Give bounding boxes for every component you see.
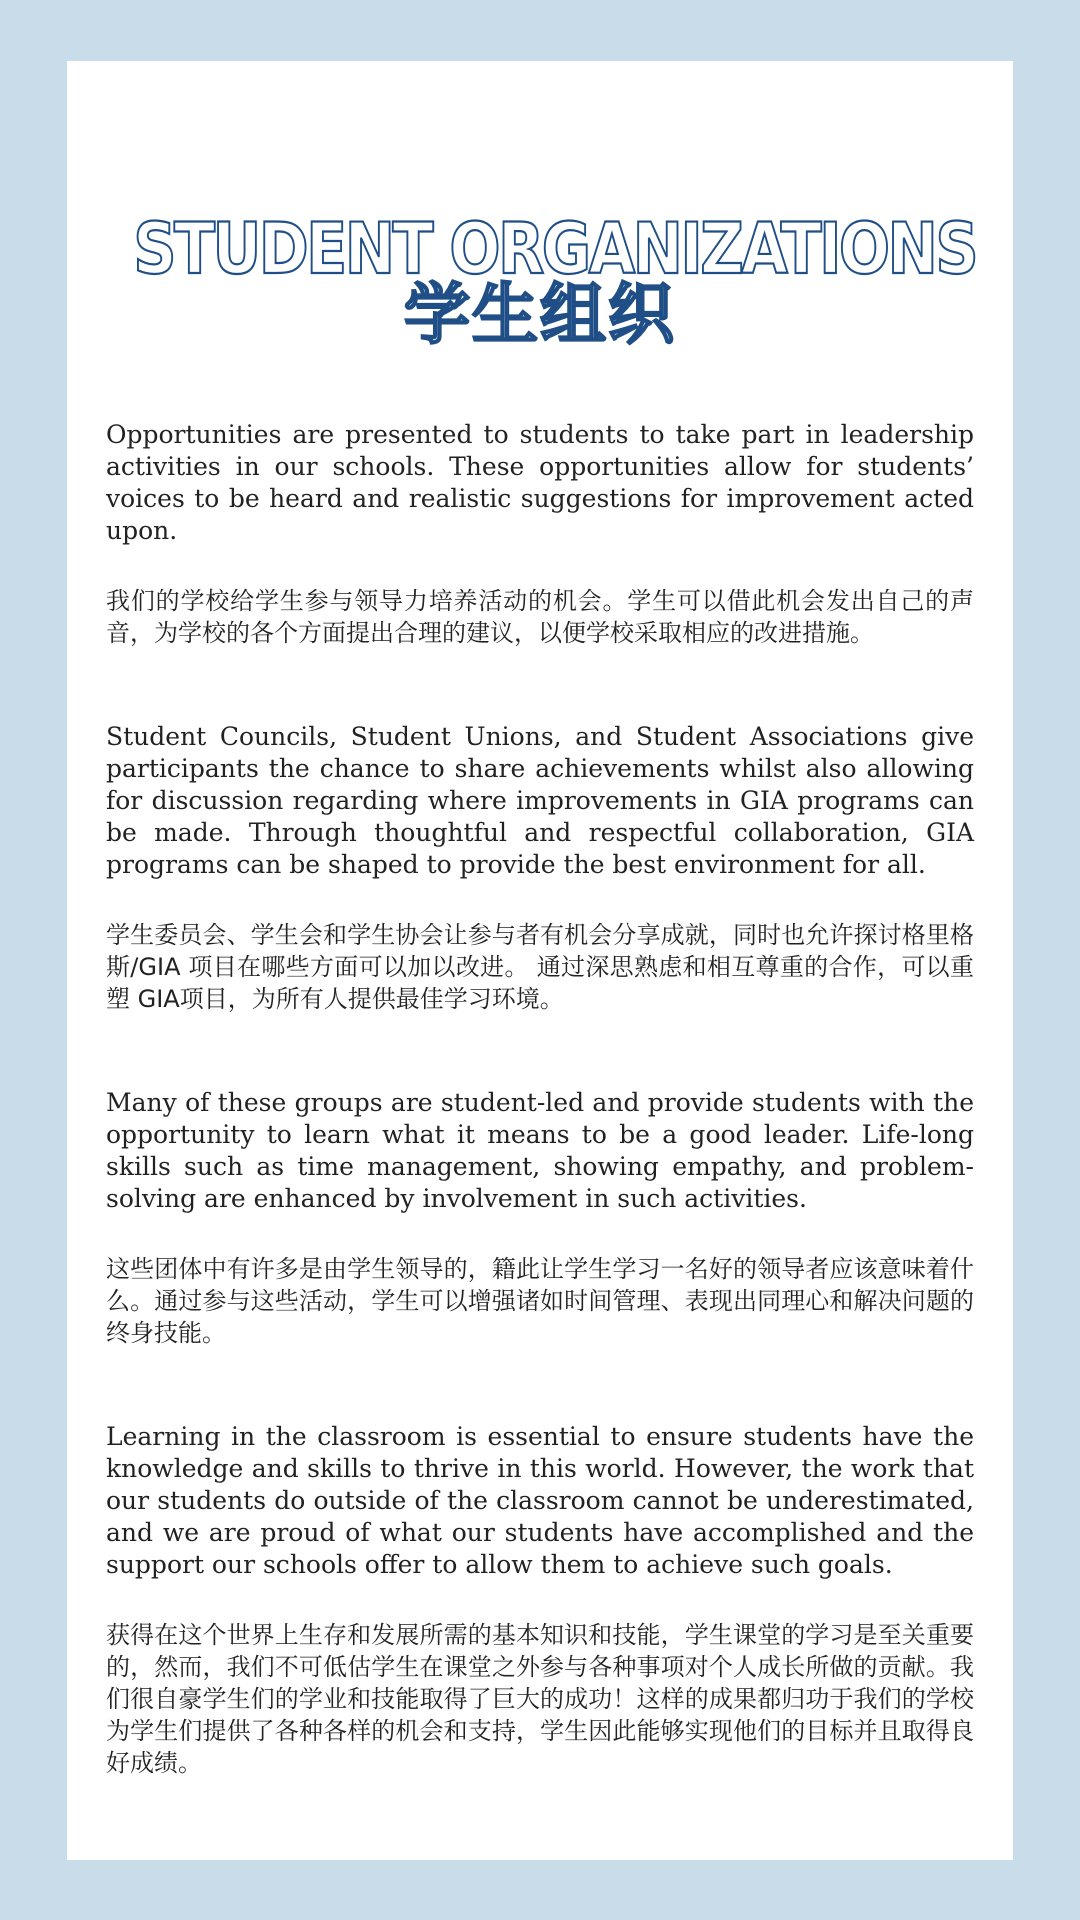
paragraph-chinese-3: 这些团体中有许多是由学生领导的，籍此让学生学习一名好的领导者应该意味着什么。通过参与这些活动，学生可以增强诸如时间管理、表现出同理心和解决问题的终身技能。 [106,1255,974,1347]
paragraph-english-2: Student Councils, Student Unions, and Student Associations give participants the chance to share achievements whilst also allowing for discussion regarding where improvements in GIA programs can be made. Through thoughtful and respectful collaboration, GIA programs can be shaped to provide the best environment for all. [106,722,974,879]
paragraph-english-3: Many of these groups are student-led and provide students with the opportunity to learn what it means to be a good leader. Life-long skills such as time management, showing empathy, and problem-solving are enhanced by involvement in such activities. [106,1088,974,1213]
paragraph-chinese-2: 学生委员会、学生会和学生协会让参与者有机会分享成就，同时也允许探讨格里格斯/GIA 项目在哪些方面可以加以改进。 通过深思熟虑和相互尊重的合作，可以重塑 GIA项目，为所有人提供最佳学习环境。 [106,921,974,1013]
title-block [67,208,1013,353]
title-english: STUDENT ORGANIZATIONS [133,208,977,290]
paragraph-chinese-4: 获得在这个世界上生存和发展所需的基本知识和技能，学生课堂的学习是至关重要的，然而，我们不可低估学生在课堂之外参与各种事项对个人成长所做的贡献。我们很自豪学生们的学业和技能取得了巨大的成功！这样的成果都归功于我们的学校为学生们提供了各种各样的机会和支持，学生因此能够实现他们的目标并且取得良好成绩。 [106,1621,974,1777]
document-card [67,61,1013,1860]
title-chinese: 学生组织 [404,276,676,353]
paragraph-english-1: Opportunities are presented to students to take part in leadership activities in our schools. These opportunities allow for students’ voices to be heard and realistic suggestions for improvement acted upon. [106,420,974,545]
paragraph-chinese-1: 我们的学校给学生参与领导力培养活动的机会。学生可以借此机会发出自己的声音，为学校的各个方面提出合理的建议，以便学校采取相应的改进措施。 [106,587,974,647]
paragraph-english-4: Learning in the classroom is essential to ensure students have the knowledge and skills to thrive in this world. However, the work that our students do outside of the classroom cannot be underestimated, and we are proud of what our students have accomplished and the support our schools offer to allow them to achieve such goals. [106,1422,974,1579]
body-content [106,419,974,1779]
